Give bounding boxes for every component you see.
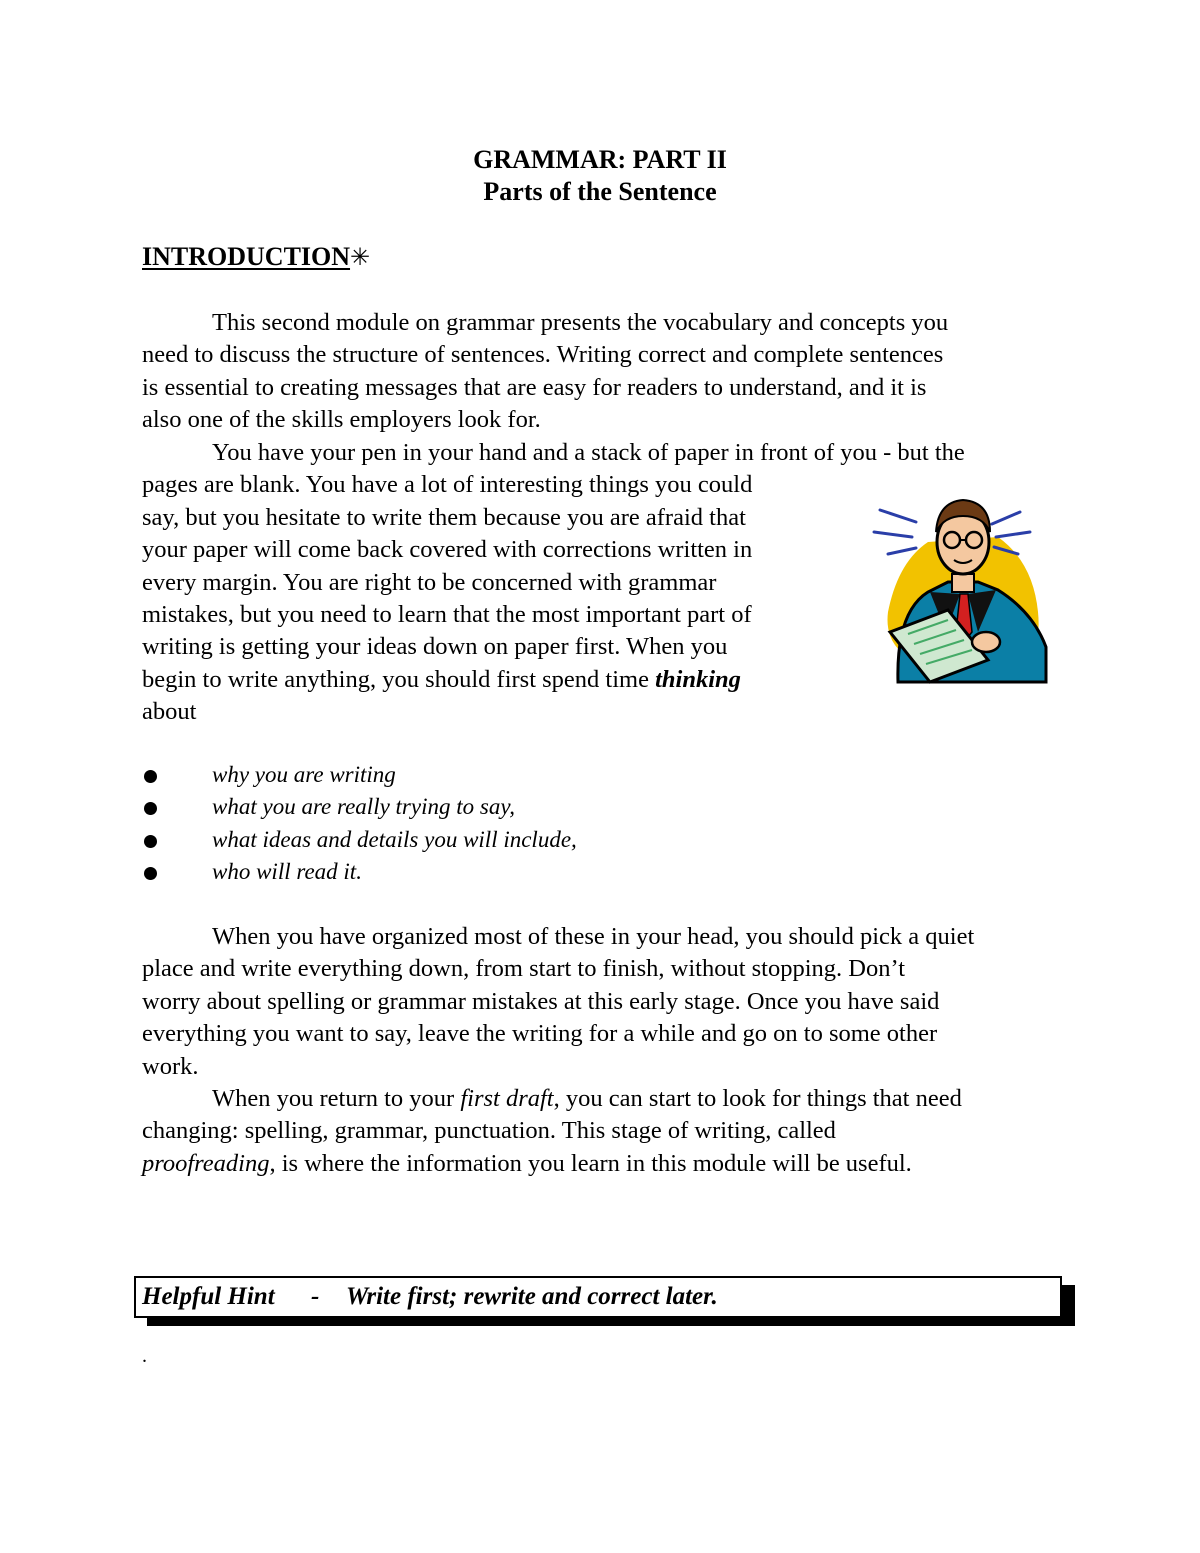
paragraph-4 [142, 1083, 962, 1180]
list-item-text: why you are writing [212, 762, 396, 787]
paragraph-line: You have your pen in your hand and a stack of paper in front of you - but the [212, 439, 965, 466]
hint-label: Helpful Hint [142, 1283, 275, 1310]
paragraph-line: work. [142, 1052, 199, 1080]
paragraph-line: pages are blank. You have a lot of interesting things you could [142, 471, 753, 499]
list-item [142, 856, 577, 888]
bullet-icon [144, 867, 157, 880]
emphasis-first-draft: first draft [460, 1085, 554, 1112]
bullet-icon [144, 835, 157, 848]
paragraph-3 [142, 921, 974, 1083]
line-text: , is where the information you learn in this module will be useful. [269, 1149, 912, 1177]
bullet-icon [144, 802, 157, 815]
paragraph-line: This second module on grammar presents the vocabulary and concepts you [212, 309, 949, 336]
paragraph-line: need to discuss the structure of sentences. Writing correct and complete sentences [142, 341, 944, 369]
bullet-icon [144, 770, 157, 783]
man-reading-document-clipart-icon [868, 482, 1053, 687]
list-item [142, 759, 577, 791]
helpful-hint-box [134, 1276, 1062, 1318]
hint-text: Write first; rewrite and correct later. [346, 1283, 718, 1310]
list-item-text: who will read it. [212, 859, 362, 885]
paragraph-2 [142, 437, 965, 729]
list-item-text: what you are really trying to say, [212, 794, 516, 820]
paragraph-1 [142, 307, 948, 437]
bullet-list [142, 759, 577, 889]
footnote-asterisk-icon: ✳ [350, 245, 371, 271]
paragraph-line: your paper will come back covered with corrections written in [142, 536, 753, 564]
list-item [142, 824, 577, 856]
emphasis-thinking: thinking [655, 665, 741, 693]
paragraph-line [142, 1148, 962, 1180]
list-item [142, 791, 577, 823]
paragraph-line: every margin. You are right to be concerned with grammar [142, 568, 717, 596]
list-item-text: what ideas and details you will include, [212, 826, 577, 852]
paragraph-line: mistakes, but you need to learn that the most important part of [142, 600, 752, 628]
section-heading [142, 241, 370, 274]
paragraph-line: place and write everything down, from start to finish, without stopping. Don’t [142, 955, 906, 983]
paragraph-line [142, 664, 965, 696]
paragraph-line: writing is getting your ideas down on paper first. When you [142, 633, 728, 661]
paragraph-line: about [142, 698, 197, 726]
page-subtitle: Parts of the Sentence [483, 177, 717, 206]
line-text: begin to write anything, you should first spend time [142, 665, 656, 693]
paragraph-line: is essential to creating messages that are easy for readers to understand, and it is [142, 373, 927, 401]
paragraph-line: When you have organized most of these in your head, you should pick a quiet [212, 923, 975, 950]
paragraph-line: say, but you hesitate to write them because you are afraid that [142, 503, 746, 531]
line-text: , you can start to look for things that need [553, 1085, 962, 1112]
line-text: When you return to your [212, 1085, 461, 1112]
trailing-mark: . [142, 1345, 147, 1367]
hint-dash: - [311, 1283, 320, 1310]
paragraph-line: worry about spelling or grammar mistakes at this early stage. Once you have said [142, 987, 940, 1015]
paragraph-line: changing: spelling, grammar, punctuation. This stage of writing, called [142, 1117, 836, 1145]
paragraph-line: also one of the skills employers look for. [142, 406, 541, 434]
emphasis-proofreading: proofreading [142, 1149, 270, 1177]
paragraph-line: everything you want to say, leave the writing for a while and go on to some other [142, 1020, 938, 1048]
page-title: GRAMMAR: PART II [473, 145, 727, 174]
paragraph-line [142, 1083, 962, 1115]
section-heading-text: INTRODUCTION [142, 242, 351, 271]
